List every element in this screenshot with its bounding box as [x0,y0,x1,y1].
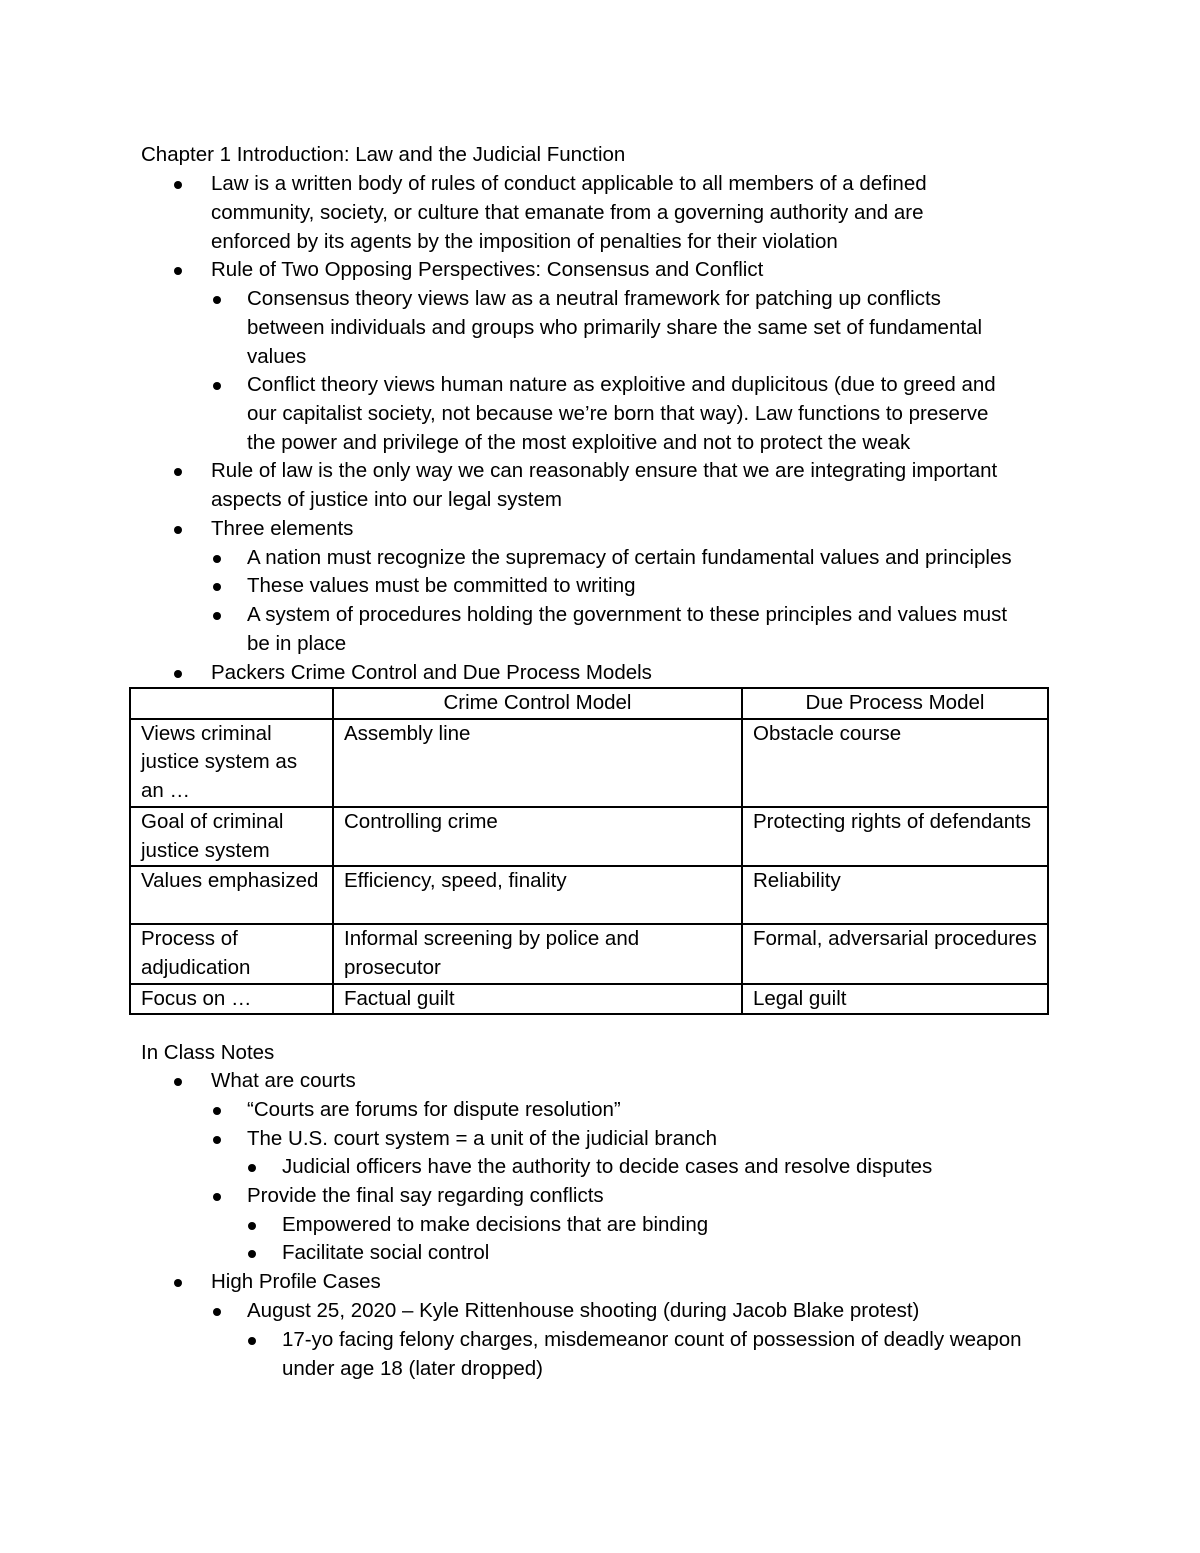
table-cell: Process of adjudication [130,924,333,983]
conflict-line-1: Conflict theory views human nature as exploitive and duplicitous (due to greed and [247,373,996,396]
table-cell: Assembly line [333,719,742,807]
law-definition-line-1: Law is a written body of rules of conduct applicable to all members of a defined [211,172,927,195]
bullet-icon [174,1078,182,1086]
table-cell: Views criminal justice system as an … [130,719,333,807]
table-cell: Factual guilt [333,984,742,1015]
judicial-officers-item: Judicial officers have the authority to decide cases and resolve disputes [282,1155,933,1178]
table-header-cell: Crime Control Model [333,688,742,719]
table-cell: Focus on … [130,984,333,1015]
bullet-icon [248,1250,256,1258]
high-profile-item: High Profile Cases [211,1270,381,1293]
bullet-icon [174,181,182,189]
consensus-line-3: values [247,345,307,368]
bullet-icon [174,1279,182,1287]
bullet-icon [174,267,182,275]
bullet-icon [213,382,221,390]
conflict-line-3: the power and privilege of the most exploitive and not to protect the weak [247,431,911,454]
forums-item: “Courts are forums for dispute resolution” [247,1098,621,1121]
element-2: These values must be committed to writing [247,574,636,597]
table-header-cell [130,688,333,719]
table-cell: Formal, adversarial procedures [742,924,1048,983]
bullet-icon [213,1107,221,1115]
rittenhouse-item: August 25, 2020 – Kyle Rittenhouse shooting (during Jacob Blake protest) [247,1299,920,1322]
element-3-line-2: be in place [247,632,347,655]
element-3-line-1: A system of procedures holding the government to these principles and values must [247,603,1008,626]
bullet-icon [213,612,221,620]
three-elements-item: Three elements [211,517,354,540]
table-row [130,924,1048,983]
charges-line-1: 17-yo facing felony charges, misdemeanor count of possession of deadly weapon [282,1328,1022,1351]
charges-line-2: under age 18 (later dropped) [282,1357,543,1380]
rule-of-law-line-2: aspects of justice into our legal system [211,488,562,511]
table-cell: Efficiency, speed, finality [333,866,742,924]
consensus-line-1: Consensus theory views law as a neutral framework for patching up conflicts [247,287,941,310]
consensus-line-2: between individuals and groups who primarily share the same set of fundamental [247,316,982,339]
bullet-icon [213,1136,221,1144]
table-header-cell: Due Process Model [742,688,1048,719]
table-cell: Values emphasized [130,866,333,924]
table-row [130,866,1048,924]
bullet-icon [213,555,221,563]
element-1: A nation must recognize the supremacy of certain fundamental values and principles [247,546,1012,569]
bullet-icon [248,1337,256,1345]
models-table [129,687,1049,1015]
perspectives-item: Rule of Two Opposing Perspectives: Consensus and Conflict [211,258,764,281]
law-definition-line-2: community, society, or culture that emanate from a governing authority and are [211,201,924,224]
class-notes-title: In Class Notes [141,1041,275,1064]
table-row [130,719,1048,807]
bullet-icon [174,526,182,534]
chapter-title: Chapter 1 Introduction: Law and the Judicial Function [141,143,626,166]
table-row [130,807,1048,866]
law-definition-line-3: enforced by its agents by the imposition of penalties for their violation [211,230,838,253]
bullet-icon [213,583,221,591]
us-court-system-item: The U.S. court system = a unit of the judicial branch [247,1127,718,1150]
binding-item: Empowered to make decisions that are binding [282,1213,709,1236]
what-are-courts-item: What are courts [211,1069,356,1092]
table-cell: Protecting rights of defendants [742,807,1048,866]
bullet-icon [248,1222,256,1230]
bullet-icon [213,296,221,304]
conflict-line-2: our capitalist society, not because we’re born that way). Law functions to preserve [247,402,989,425]
table-cell: Informal screening by police and prosecutor [333,924,742,983]
packers-item: Packers Crime Control and Due Process Models [211,661,652,684]
final-say-item: Provide the final say regarding conflicts [247,1184,604,1207]
bullet-icon [213,1308,221,1316]
rule-of-law-line-1: Rule of law is the only way we can reasonably ensure that we are integrating important [211,459,998,482]
table-cell: Goal of criminal justice system [130,807,333,866]
bullet-icon [174,670,182,678]
bullet-icon [174,468,182,476]
table-cell: Obstacle course [742,719,1048,807]
table-cell: Legal guilt [742,984,1048,1015]
social-control-item: Facilitate social control [282,1241,490,1264]
bullet-icon [248,1164,256,1172]
bullet-icon [213,1193,221,1201]
table-row [130,984,1048,1015]
table-cell: Controlling crime [333,807,742,866]
table-cell: Reliability [742,866,1048,924]
table-header-row [130,688,1048,719]
